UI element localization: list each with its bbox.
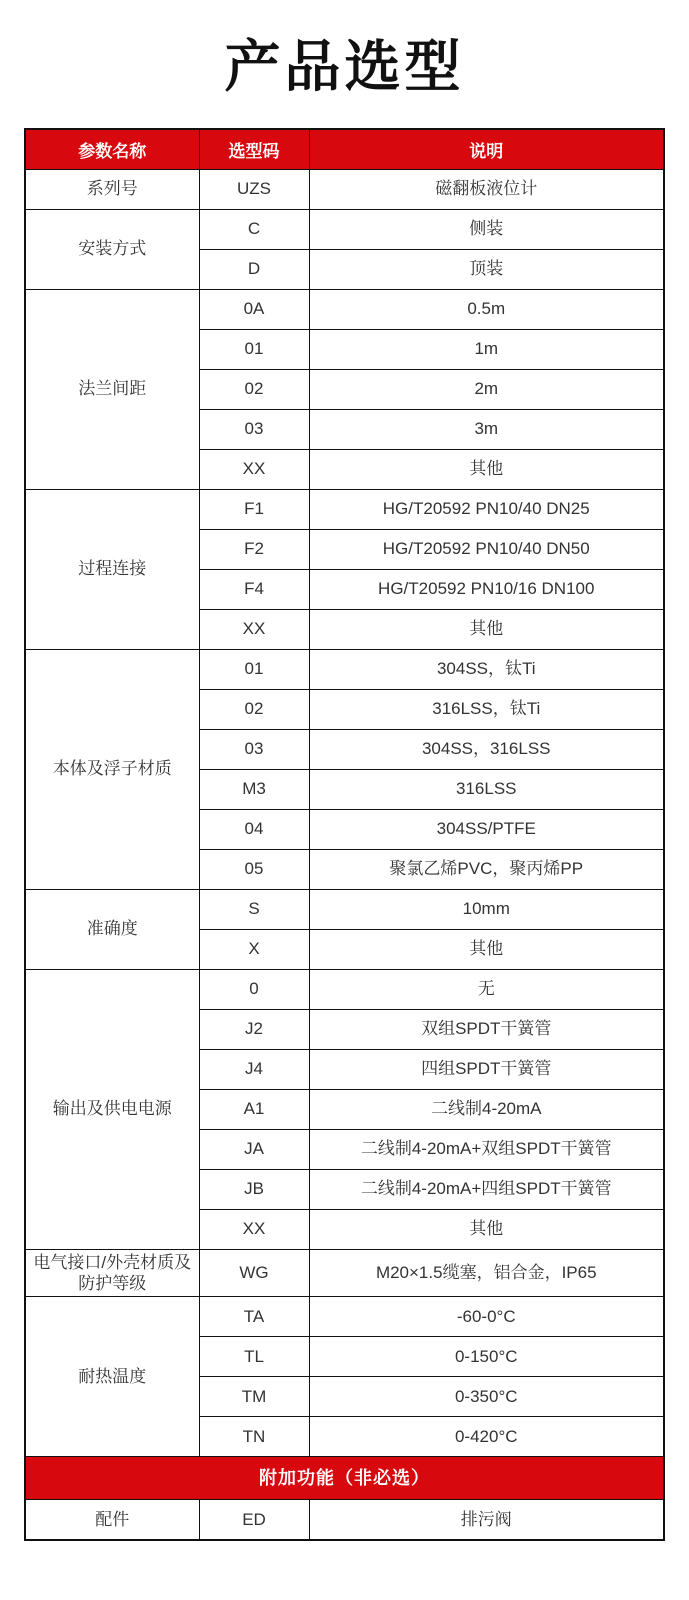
table-header-row — [25, 129, 664, 169]
param-name-cell: 系列号 — [25, 169, 199, 209]
description-cell: 3m — [309, 409, 664, 449]
description-cell: 其他 — [309, 449, 664, 489]
description-cell: 其他 — [309, 929, 664, 969]
code-cell: ED — [199, 1500, 309, 1540]
description-cell: 0.5m — [309, 289, 664, 329]
table-row — [25, 1249, 664, 1297]
description-cell: 其他 — [309, 609, 664, 649]
code-cell: JA — [199, 1129, 309, 1169]
description-cell: 无 — [309, 969, 664, 1009]
description-cell: 2m — [309, 369, 664, 409]
code-cell: 01 — [199, 329, 309, 369]
description-cell: HG/T20592 PN10/40 DN25 — [309, 489, 664, 529]
code-cell: TM — [199, 1377, 309, 1417]
code-cell: XX — [199, 1209, 309, 1249]
description-cell: M20×1.5缆塞，铝合金，IP65 — [309, 1249, 664, 1297]
param-name-cell: 准确度 — [25, 889, 199, 969]
code-cell: F1 — [199, 489, 309, 529]
header-param-name: 参数名称 — [25, 129, 199, 169]
description-cell: 双组SPDT干簧管 — [309, 1009, 664, 1049]
table-row — [25, 1500, 664, 1540]
param-name-cell: 过程连接 — [25, 489, 199, 649]
table-row — [25, 169, 664, 209]
description-cell: 304SS/PTFE — [309, 809, 664, 849]
code-cell: F2 — [199, 529, 309, 569]
table-row — [25, 969, 664, 1009]
code-cell: WG — [199, 1249, 309, 1297]
table-row — [25, 289, 664, 329]
description-cell: 316LSS — [309, 769, 664, 809]
param-name-cell: 安装方式 — [25, 209, 199, 289]
code-cell: 03 — [199, 729, 309, 769]
product-selection-table — [24, 128, 665, 1541]
code-cell: 0 — [199, 969, 309, 1009]
code-cell: TN — [199, 1417, 309, 1457]
table-body — [25, 169, 664, 1540]
description-cell: 侧装 — [309, 209, 664, 249]
table-header — [25, 129, 664, 169]
code-cell: XX — [199, 609, 309, 649]
param-name-cell: 本体及浮子材质 — [25, 649, 199, 889]
code-cell: X — [199, 929, 309, 969]
param-name-cell: 输出及供电电源 — [25, 969, 199, 1249]
code-cell: 01 — [199, 649, 309, 689]
code-cell: 02 — [199, 689, 309, 729]
description-cell: 磁翻板液位计 — [309, 169, 664, 209]
description-cell: 排污阀 — [309, 1500, 664, 1540]
header-description: 说明 — [309, 129, 664, 169]
code-cell: J2 — [199, 1009, 309, 1049]
code-cell: M3 — [199, 769, 309, 809]
description-cell: 二线制4-20mA — [309, 1089, 664, 1129]
description-cell: HG/T20592 PN10/16 DN100 — [309, 569, 664, 609]
param-name-cell: 配件 — [25, 1500, 199, 1540]
code-cell: F4 — [199, 569, 309, 609]
code-cell: TA — [199, 1297, 309, 1337]
table-row — [25, 489, 664, 529]
description-cell: 0-350°C — [309, 1377, 664, 1417]
description-cell: 四组SPDT干簧管 — [309, 1049, 664, 1089]
description-cell: 顶装 — [309, 249, 664, 289]
code-cell: A1 — [199, 1089, 309, 1129]
description-cell: 其他 — [309, 1209, 664, 1249]
code-cell: 04 — [199, 809, 309, 849]
table-row — [25, 209, 664, 249]
code-cell: XX — [199, 449, 309, 489]
code-cell: 05 — [199, 849, 309, 889]
description-cell: 0-420°C — [309, 1417, 664, 1457]
code-cell: S — [199, 889, 309, 929]
code-cell: C — [199, 209, 309, 249]
table-row — [25, 1297, 664, 1337]
code-cell: JB — [199, 1169, 309, 1209]
code-cell: 02 — [199, 369, 309, 409]
description-cell: 304SS，钛Ti — [309, 649, 664, 689]
param-name-cell: 法兰间距 — [25, 289, 199, 489]
code-cell: UZS — [199, 169, 309, 209]
banner-cell: 附加功能（非必选） — [25, 1457, 664, 1500]
banner-row — [25, 1457, 664, 1500]
page-title: 产品选型 — [224, 35, 465, 98]
description-cell: 304SS，316LSS — [309, 729, 664, 769]
table-row — [25, 649, 664, 689]
code-cell: D — [199, 249, 309, 289]
code-cell: TL — [199, 1337, 309, 1377]
description-cell: -60-0°C — [309, 1297, 664, 1337]
description-cell: 10mm — [309, 889, 664, 929]
description-cell: 二线制4-20mA+四组SPDT干簧管 — [309, 1169, 664, 1209]
code-cell: 03 — [199, 409, 309, 449]
param-name-cell: 耐热温度 — [25, 1297, 199, 1457]
description-cell: 0-150°C — [309, 1337, 664, 1377]
header-code: 选型码 — [199, 129, 309, 169]
param-name-cell: 电气接口/外壳材质及防护等级 — [25, 1249, 199, 1297]
description-cell: 聚氯乙烯PVC，聚丙烯PP — [309, 849, 664, 889]
table-row — [25, 889, 664, 929]
description-cell: 二线制4-20mA+双组SPDT干簧管 — [309, 1129, 664, 1169]
description-cell: 1m — [309, 329, 664, 369]
code-cell: J4 — [199, 1049, 309, 1089]
code-cell: 0A — [199, 289, 309, 329]
description-cell: HG/T20592 PN10/40 DN50 — [309, 529, 664, 569]
description-cell: 316LSS，钛Ti — [309, 689, 664, 729]
